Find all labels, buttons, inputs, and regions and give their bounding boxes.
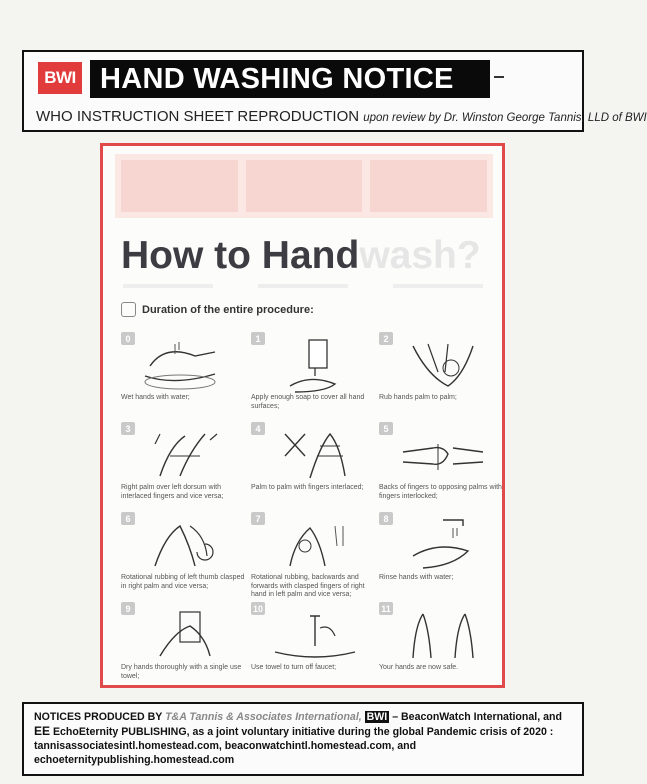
step-caption: Use towel to turn off faucet; (251, 664, 337, 671)
ee-name: EchoEternity PUBLISHING, as a joint voluntary initiative during the global Pandemic crisis of 2020 : tannisassociatesintl.homestead.com, beaconwatchintl.homestead.com, and echoeternitypublishing.homestead.com (34, 726, 554, 766)
step-5 (379, 422, 501, 507)
poster-banner (115, 154, 493, 218)
thumb-rub-icon (135, 516, 235, 572)
step-number: 8 (379, 512, 393, 525)
poster-title-faint: wash? (359, 234, 481, 277)
ee-logo: EE (34, 724, 51, 738)
duration-label (121, 302, 314, 317)
poster-title (121, 234, 481, 278)
soap-dispenser-icon (265, 336, 365, 392)
step-2 (379, 332, 501, 417)
step-10 (251, 602, 373, 687)
step-7 (251, 512, 373, 597)
dry-hands-icon (135, 606, 235, 662)
step-6 (121, 512, 243, 597)
step-caption: Wet hands with water; (121, 394, 190, 401)
ta-name: Tannis & Associates International, (186, 711, 365, 723)
ta-logo: T&A (165, 711, 187, 723)
step-caption: Your hands are now safe. (379, 664, 459, 671)
clean-hands-icon (393, 606, 493, 662)
step-number: 5 (379, 422, 393, 435)
bwi-logo: BWI (38, 62, 82, 94)
step-3 (121, 422, 243, 507)
step-1 (251, 332, 373, 417)
interlaced-fingers-icon (265, 426, 365, 482)
step-caption: Apply enough soap to cover all hand surfaces; (251, 394, 365, 410)
step-4 (251, 422, 373, 507)
step-number: 11 (379, 602, 393, 615)
bwi-mini-logo: BWI (366, 711, 388, 723)
step-0 (121, 332, 243, 417)
step-number: 6 (121, 512, 135, 525)
footer-text (34, 710, 572, 767)
wet-hands-icon (135, 336, 235, 392)
fingertip-rub-icon (265, 516, 365, 572)
step-number: 9 (121, 602, 135, 615)
step-number: 0 (121, 332, 135, 345)
step-caption: Rinse hands with water; (379, 574, 454, 581)
banner-segment (121, 160, 238, 212)
dorsum-rub-icon (135, 426, 235, 482)
subtitle-main: WHO INSTRUCTION SHEET REPRODUCTION (36, 108, 360, 125)
clock-icon (121, 302, 136, 317)
step-number: 10 (252, 603, 263, 614)
bwi-name: – BeaconWatch International, and (389, 711, 562, 723)
step-8 (379, 512, 501, 597)
step-caption: Palm to palm with fingers interlaced; (251, 484, 364, 491)
subtitle-credit: upon review by Dr. Winston George Tannis, LLD of BWI (363, 112, 647, 124)
who-poster (100, 143, 505, 688)
notice-subtitle (36, 108, 647, 125)
step-number: 4 (251, 422, 265, 435)
duration-text: Duration of the entire procedure: (142, 303, 314, 316)
step-caption: Backs of fingers to opposing palms with fingers interlocked; (379, 484, 502, 500)
step-caption: Right palm over left dorsum with interlaced fingers and vice versa; (121, 484, 224, 500)
backs-of-fingers-icon (393, 426, 493, 482)
step-caption: Rotational rubbing, backwards and forwards with clasped fingers of right hand in left palm and vice versa; (251, 574, 365, 598)
step-9 (121, 602, 243, 687)
step-number: 2 (379, 332, 393, 345)
notice-title: HAND WASHING NOTICE (90, 60, 490, 98)
step-number: 7 (251, 512, 265, 525)
banner-segment (370, 160, 487, 212)
rinse-hands-icon (393, 516, 493, 572)
faint-subtext (123, 284, 483, 292)
step-caption: Rotational rubbing of left thumb clasped in right palm and vice versa; (121, 574, 245, 590)
notice-footer (22, 702, 584, 776)
notice-header (22, 50, 647, 132)
footer-prefix: NOTICES PRODUCED BY (34, 711, 166, 723)
step-number: 1 (251, 332, 265, 345)
step-number: 3 (121, 422, 135, 435)
title-dash (494, 76, 504, 78)
step-caption: Rub hands palm to palm; (379, 394, 457, 401)
poster-title-main: How to Hand (121, 234, 360, 277)
step-caption: Dry hands thoroughly with a single use towel; (121, 664, 242, 680)
banner-segment (246, 160, 363, 212)
turn-off-faucet-icon (265, 606, 365, 662)
palm-to-palm-icon (393, 336, 493, 392)
step-11 (379, 602, 501, 687)
